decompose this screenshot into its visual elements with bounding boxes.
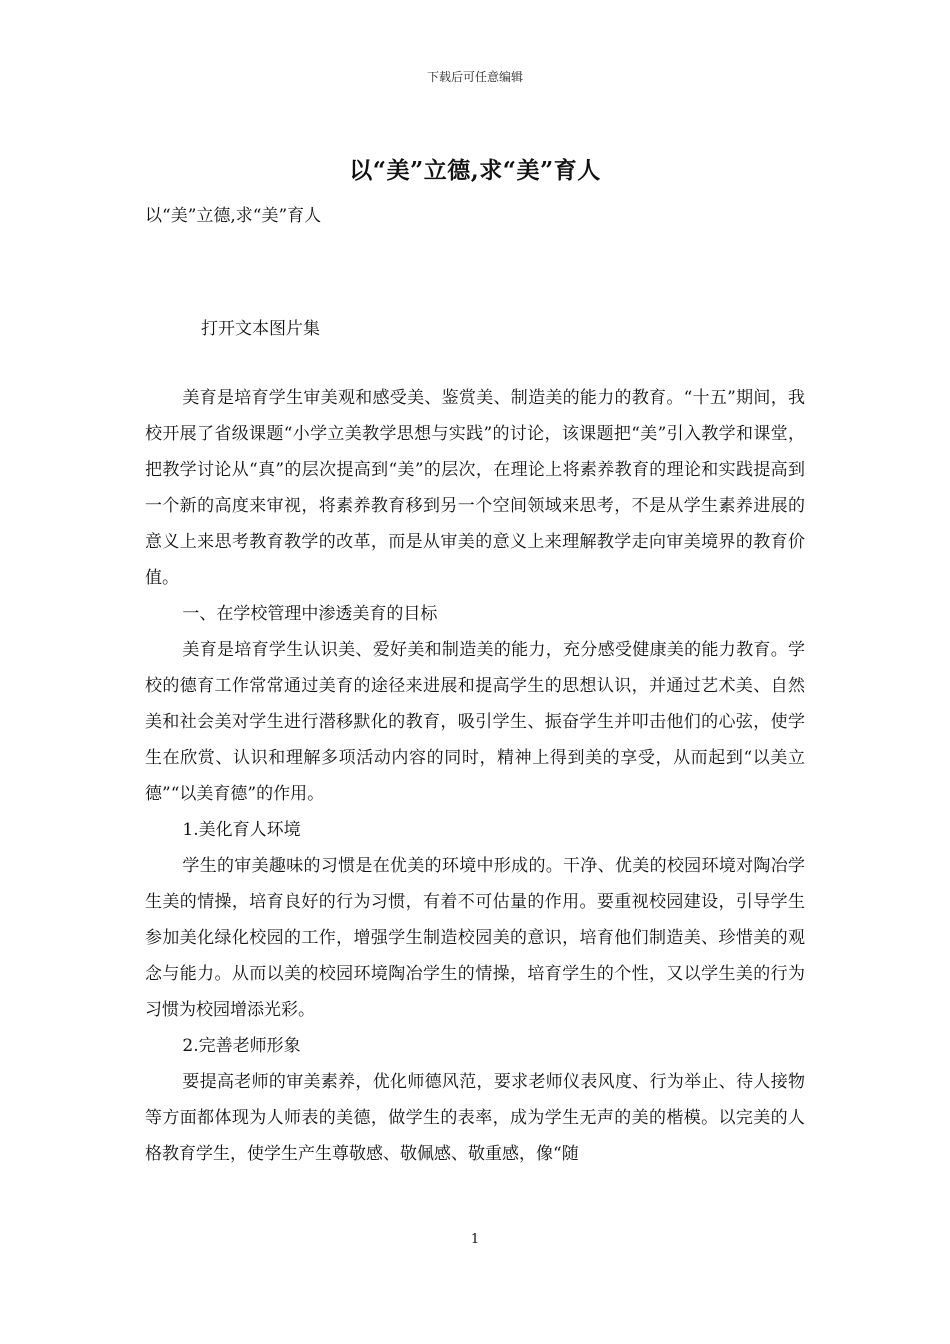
paragraph-aesthetic-education: 美育是培育学生认识美、爱好美和制造美的能力，充分感受健康美的能力教育。学校的德育工作常常通过美育的途径来进展和提高学生的思想认识，并通过艺术美、自然美和社会美对学生进行潜移默化的教育，吸引学生、振奋学生并叩击他们的心弦，使学生在欣赏、认识和理解多项活动内容的同时，精神上得到美的享受，从而起到“以美立德”“以美育德”的作用。 <box>145 640 805 804</box>
open-image-gallery-link[interactable]: 打开文本图片集 <box>201 319 320 339</box>
document-title: 以“美”立德,求“美”育人 <box>349 157 601 184</box>
subheading-1: 1.美化育人环境 <box>182 820 301 840</box>
paragraph-environment: 学生的审美趣味的习惯是在优美的环境中形成的。干净、优美的校园环境对陶冶学生美的情操，培育良好的行为习惯，有着不可估量的作用。要重视校园建设，引导学生参加美化绿化校园的工作，增强学生制造校园美的意识，培育他们制造美、珍惜美的观念与能力。从而以美的校园环境陶冶学生的情操，培育学生的个性，又以学生美的行为习惯为校园增添光彩。 <box>145 856 805 1020</box>
section-heading-1: 一、在学校管理中渗透美育的目标 <box>182 604 438 624</box>
paragraph-intro: 美育是培育学生审美观和感受美、鉴赏美、制造美的能力的教育。“十五”期间，我校开展了省级课题“小学立美教学思想与实践”的讨论，该课题把“美”引入教学和课堂，把教学讨论从“真”的层次提高到“美”的层次，在理论上将素养教育的理论和实践提高到一个新的高度来审视，将素养教育移到另一个空间领域来思考，不是从学生素养进展的意义上来思考教育教学的改革，而是从审美的意义上来理解教学走向审美境界的教育价值。 <box>145 388 805 588</box>
subheading-2: 2.完善老师形象 <box>182 1036 301 1056</box>
page-number: 1 <box>470 1232 480 1247</box>
header-note: 下载后可任意编辑 <box>426 70 523 84</box>
document-subtitle: 以“美”立德,求“美”育人 <box>145 206 322 226</box>
document-body <box>145 380 805 1172</box>
paragraph-teacher-image: 要提高老师的审美素养，优化师德风范，要求老师仪表风度、行为举止、待人接物等方面都体现为人师表的美德，做学生的表率，成为学生无声的美的楷模。以完美的人格教育学生，使学生产生尊敬感、敬佩感、敬重感，像“随 <box>145 1072 805 1164</box>
